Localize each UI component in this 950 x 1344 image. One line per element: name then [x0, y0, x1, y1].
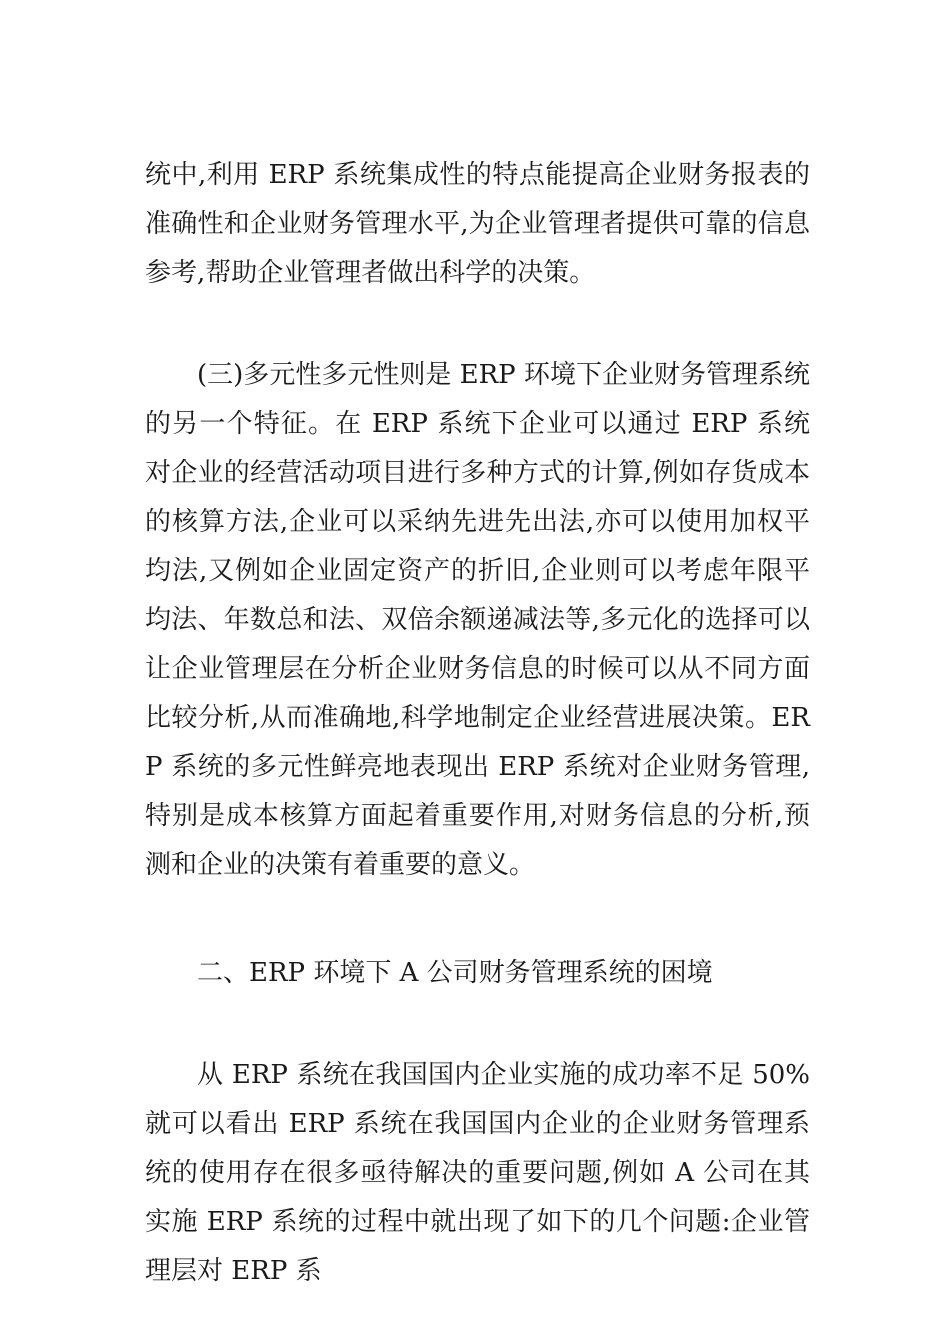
paragraph-erp-problems: 从 ERP 系统在我国国内企业实施的成功率不足 50%就可以看出 ERP 系统在我国国内企业的企业财务管理系统的使用存在很多亟待解决的重要问题,例如 A 公司在其实施 ERP 系统的过程中就出现了如下的几个问题:企业管理层对 ERP 系 [145, 1060, 810, 1286]
paragraph-diversity: (三)多元性多元性则是 ERP 环境下企业财务管理系统的另一个特征。在 ERP 系统下企业可以通过 ERP 系统对企业的经营活动项目进行多种方式的计算,例如存货成本的核算方法,企业可以采纳先进先出法,亦可以使用加权平均法,又例如企业固定资产的折旧,企业则可以考虑年限平均法、年数总和法、双倍余额递减法等,多元化的选择可以让企业管理层在分析企业财务信息的时候可以从不同方面比较分析,从而准确地,科学地制定企业经营进展决策。ERP 系统的多元性鲜亮地表现出 ERP 系统对企业财务管理,特别是成本核算方面起着重要作用,对财务信息的分析,预测和企业的决策有着重要的意义。 [145, 360, 810, 880]
paragraph-continuation: 统中,利用 ERP 系统集成性的特点能提高企业财务报表的准确性和企业财务管理水平,为企业管理者提供可靠的信息参考,帮助企业管理者做出科学的决策。 [145, 160, 810, 288]
section-heading: 二、ERP 环境下 A 公司财务管理系统的困境 [197, 958, 713, 988]
